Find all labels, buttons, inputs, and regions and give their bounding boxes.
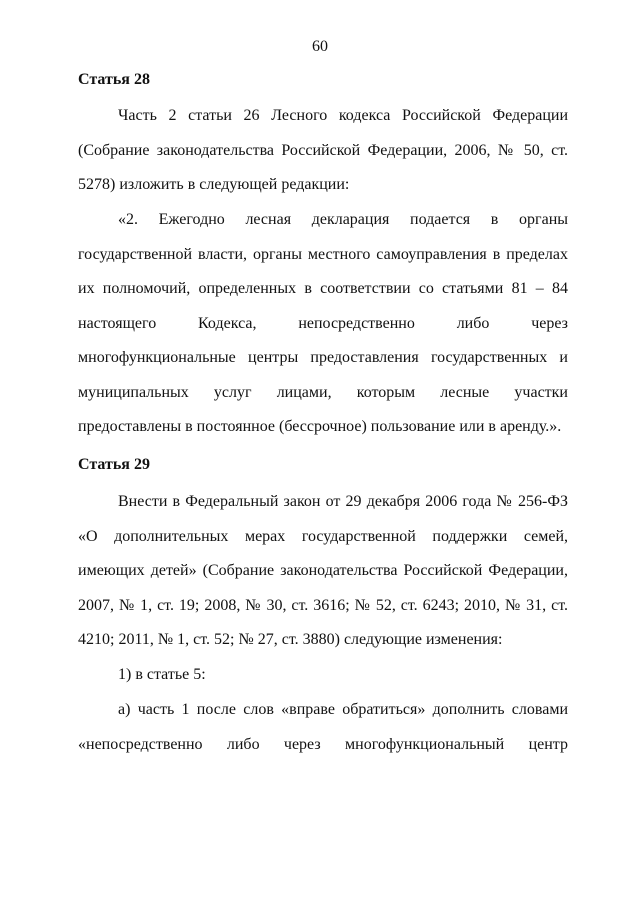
article-28-intro: Часть 2 статьи 26 Лесного кодекса Российской Федерации (Собрание законодательства Российской Федерации, 2006, № 50, ст. 5278) изложить в следующей редакции:	[78, 107, 568, 193]
article-29-heading: Статья 29	[78, 456, 150, 473]
article-29-item-a: а) часть 1 после слов «вправе обратиться» дополнить словами «непосредственно либо через многофункциональный центр	[78, 701, 568, 753]
article-29-intro: Внести в Федеральный закон от 29 декабря 2006 года № 256-ФЗ «О дополнительных мерах государственной поддержки семей, имеющих детей» (Собрание законодательства Российской Федерации, 2007, № 1, ст. 19; 2008, № 30, ст. 3616; № 52, ст. 6243; 2010, № 31, ст. 4210; 2011, № 1, ст. 52; № 27, ст. 3880) следующие изменения:	[78, 493, 568, 648]
page-number: 60	[312, 38, 328, 55]
article-29-item-1: 1) в статье 5:	[118, 666, 206, 683]
article-28-quote: «2. Ежегодно лесная декларация подается в органы государственной власти, органы местного самоуправления в пределах их полномочий, определенных в соответствии со статьями 81 – 84 настоящего Кодекса, непосредственно либо через многофункциональные центры предоставления государственных и муниципальных услуг лицами, которым лесные участки предоставлены в постоянное (бессрочное) пользование или в аренду.».	[78, 211, 568, 435]
article-28-heading: Статья 28	[78, 71, 150, 88]
